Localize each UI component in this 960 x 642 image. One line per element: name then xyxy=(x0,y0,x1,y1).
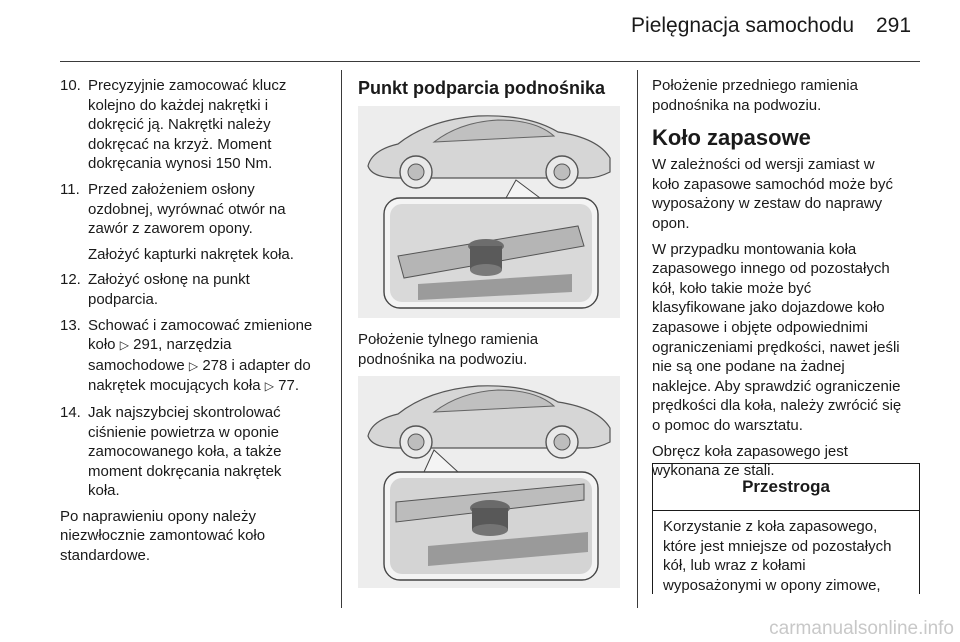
paragraph-spare-wheel-2: W przypadku montowania koła zapasowego innego od pozostałych kół, koło takie może być klasyfikowane jako dojazdowe koło zapasowe i objęte odpowiednimi ograniczeniami prędkości, nawet jeśli nie są one podane na żadnej naklejce. Aby sprawdzić ograniczenie prędkości dla koła, należy zwrócić się o pomoc do warsztatu. xyxy=(652,240,902,434)
step-14: 14. Jak najszybciej skontrolować ciśnienie powietrza w oponie zamocowanego koła, a także moment dokręcania nakrętek koła. xyxy=(60,403,282,500)
rear-jack-illustration xyxy=(358,106,620,318)
column-1 xyxy=(60,76,332,566)
reference-arrow-icon: ▷ xyxy=(188,358,199,373)
page-ref-link[interactable]: 77 xyxy=(278,377,295,395)
watermark: carmanualsonline.info xyxy=(769,618,954,639)
section-heading-jack-point: Punkt podparcia podnośnika xyxy=(358,78,606,98)
column-2 xyxy=(358,76,624,100)
chapter-title: Pielęgnacja samochodu xyxy=(631,14,854,37)
caution-title: Przestroga xyxy=(653,464,919,511)
front-jack-caption: Położenie przedniego ramienia podnośnika na podwoziu. xyxy=(652,77,858,114)
page-ref-link[interactable]: 278 xyxy=(202,356,228,374)
step-10: 10. Precyzyjnie zamocować klucz kolejno do każdej nakrętki i dokręcić ją. Nakrętki należy dokręcać na krzyż. Moment dokręcania wynosi 150 Nm. xyxy=(60,77,287,173)
rear-jack-caption: Położenie tylnego ramienia podnośnika na podwoziu. xyxy=(358,331,539,368)
paragraph-spare-wheel-1: W zależności od wersji zamiast w koło zapasowe samochód może być wyposażony w zestaw do naprawy opon. xyxy=(652,156,893,232)
reference-arrow-icon: ▷ xyxy=(264,379,274,394)
column-3 xyxy=(652,76,920,487)
step-12: 12. Założyć osłonę na punkt podparcia. xyxy=(60,271,250,308)
front-jack-illustration xyxy=(358,376,620,588)
caution-text: Korzystanie z koła zapasowego, które jest mniejsze od pozostałych kół, lub wraz z kołami wyposażonymi w opony zimowe, xyxy=(663,518,892,594)
page-number: 291 xyxy=(876,14,912,37)
reference-arrow-icon: ▷ xyxy=(119,338,129,353)
column-divider-2 xyxy=(637,70,638,608)
page-ref-link[interactable]: 291 xyxy=(133,336,159,354)
step-13: 13. Schować i zamocować zmienione koło ▷ 291, narzędzia samochodowe ▷ 278 i adapter do nakrętek mocujących koła ▷ 77. xyxy=(60,316,313,395)
paragraph-spare-wheel-3: Obręcz koła zapasowego jest wykonana ze stali. xyxy=(652,442,848,480)
caution-box xyxy=(652,463,920,594)
closing-note: Po naprawieniu opony należy niezwłocznie zamontować koło standardowe. xyxy=(60,507,266,565)
column-divider-1 xyxy=(341,70,342,608)
header-divider xyxy=(60,61,920,62)
step-11: 11. Przed założeniem osłony ozdobnej, wyrównać otwór na zawór z zaworem opony. Założyć kapturki nakrętek koła. xyxy=(60,180,294,263)
section-heading-spare-wheel: Koło zapasowe xyxy=(652,125,811,151)
